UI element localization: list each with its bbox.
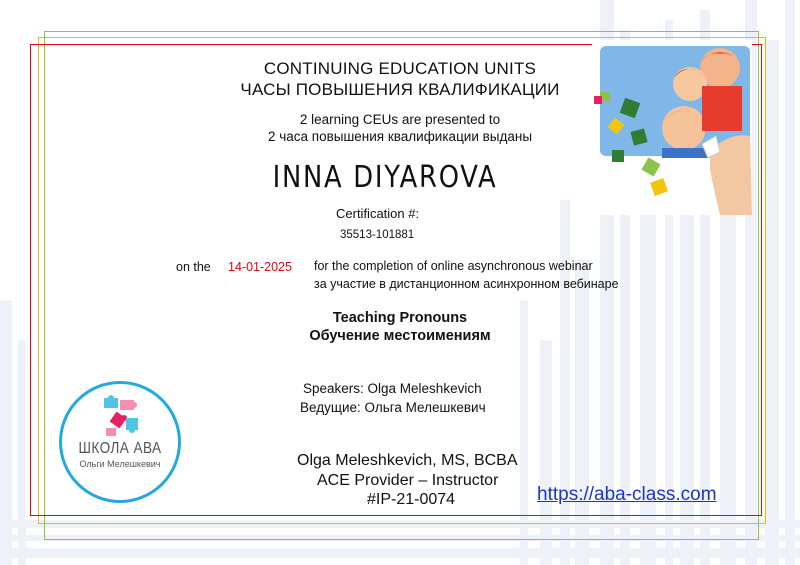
certificate-title-en: CONTINUING EDUCATION UNITS xyxy=(263,59,537,78)
on-the-label: on the xyxy=(176,260,211,274)
certification-number: 35513-101881 xyxy=(340,229,415,241)
speakers-en: Speakers: Olga Meleshkevich xyxy=(303,381,482,396)
completion-date: 14-01-2025 xyxy=(228,260,292,274)
certification-label: Certification #: xyxy=(336,206,420,221)
ceu-statement-ru: 2 часа повышения квалификации выданы xyxy=(267,129,533,144)
completion-text-ru: за участие в дистанционном асинхронном вебинаре xyxy=(314,277,619,291)
completion-text-en: for the completion of online asynchronous webinar xyxy=(314,259,593,273)
speakers-ru: Ведущие: Ольга Мелешкевич xyxy=(300,400,486,415)
website-link[interactable]: https://aba-class.com xyxy=(537,484,717,505)
logo-title: ШКОЛА АВА xyxy=(78,440,162,457)
provider-name: Olga Meleshkevich, MS, BCBA xyxy=(297,452,518,469)
certificate-title-ru: ЧАСЫ ПОВЫШЕНИЯ КВАЛИФИКАЦИИ xyxy=(240,80,560,99)
school-logo xyxy=(59,381,181,503)
ceu-statement-en: 2 learning CEUs are presented to xyxy=(299,112,501,127)
webinar-topic-ru: Обучение местоимениям xyxy=(309,328,491,344)
recipient-name: INNA DIYAROVA xyxy=(272,160,498,195)
webinar-topic-en: Teaching Pronouns xyxy=(332,310,468,326)
puzzle-pieces-icon xyxy=(98,394,146,440)
provider-role: ACE Provider – Instructor xyxy=(317,472,499,489)
logo-subtitle: Ольги Мелешкевич xyxy=(79,459,161,469)
provider-id: #IP-21-0074 xyxy=(367,491,456,508)
